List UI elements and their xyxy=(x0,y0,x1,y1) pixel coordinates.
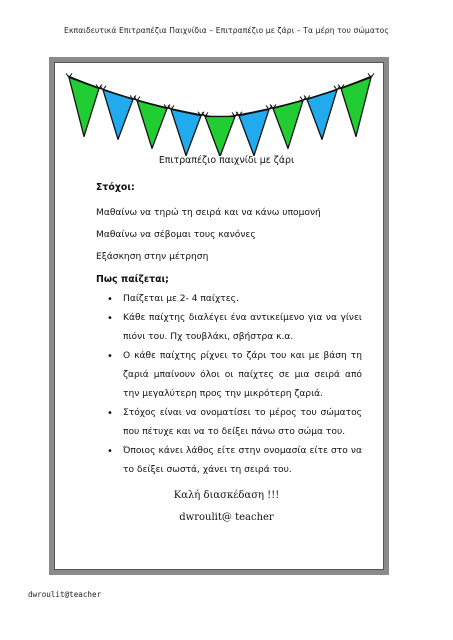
bunting-flag xyxy=(307,90,337,140)
rule-item: • Στόχος είναι να ονοματίσει το μέρος του σώματος που πέτυχε και να το δείξει πάνω στο σώμα του. xyxy=(96,404,362,442)
document-title: Επιτραπέζιο παιχνίδι με ζάρι xyxy=(158,155,295,166)
bunting-flag xyxy=(103,90,133,140)
rule-item: • Κάθε παίχτης διαλέγει ένα αντικείμενο για να γίνει πιόνι του. Πχ τουβλάκι, σβήστρα κ.α. xyxy=(96,309,362,347)
bunting-flag xyxy=(341,77,371,136)
goal-item: Μαθαίνω να σέβομαι τους κανόνες xyxy=(96,230,256,240)
bunting-flag xyxy=(137,101,167,149)
page-header: Εκπαιδευτικά Επιτραπέζια Παιχνίδια – Επιτραπέζιο με ζάρι – Τα μέρη του σώματος xyxy=(64,26,389,35)
bunting-flag xyxy=(69,77,99,136)
rules-list xyxy=(96,290,362,480)
bunting-flag xyxy=(205,116,235,156)
signature-text: dwroulit@ teacher xyxy=(179,512,274,523)
rule-item: • Παίζεται με 2- 4 παίχτες. xyxy=(96,290,362,309)
rule-item: • Ο κάθε παίχτης ρίχνει το ζάρι του και με βάση τη ζαριά μπαίνουν όλοι οι παίχτες σε μια σειρά από την μεγαλύτερη προς την μικρότερη ζαριά. xyxy=(96,347,362,404)
rule-item: • Όποιος κάνει λάθος είτε στην ονομασία είτε στο να το δείξει σωστά, χάνει τη σειρά του. xyxy=(96,442,362,480)
goals-heading: Στόχοι: xyxy=(96,182,135,193)
goal-item: Μαθαίνω να τηρώ τη σειρά και να κάνω υπομονή xyxy=(96,208,321,218)
bunting-flag xyxy=(171,109,201,155)
howto-heading: Πως παίζεται; xyxy=(96,274,169,285)
goal-item: Εξάσκηση στην μέτρηση xyxy=(96,252,209,262)
page-footer: dwroulit@teacher xyxy=(28,590,102,599)
closing-text: Καλή διασκέδαση !!! xyxy=(173,490,280,501)
bunting-flag xyxy=(273,101,303,149)
bunting-flag xyxy=(239,109,269,155)
bunting-decoration xyxy=(60,66,380,156)
